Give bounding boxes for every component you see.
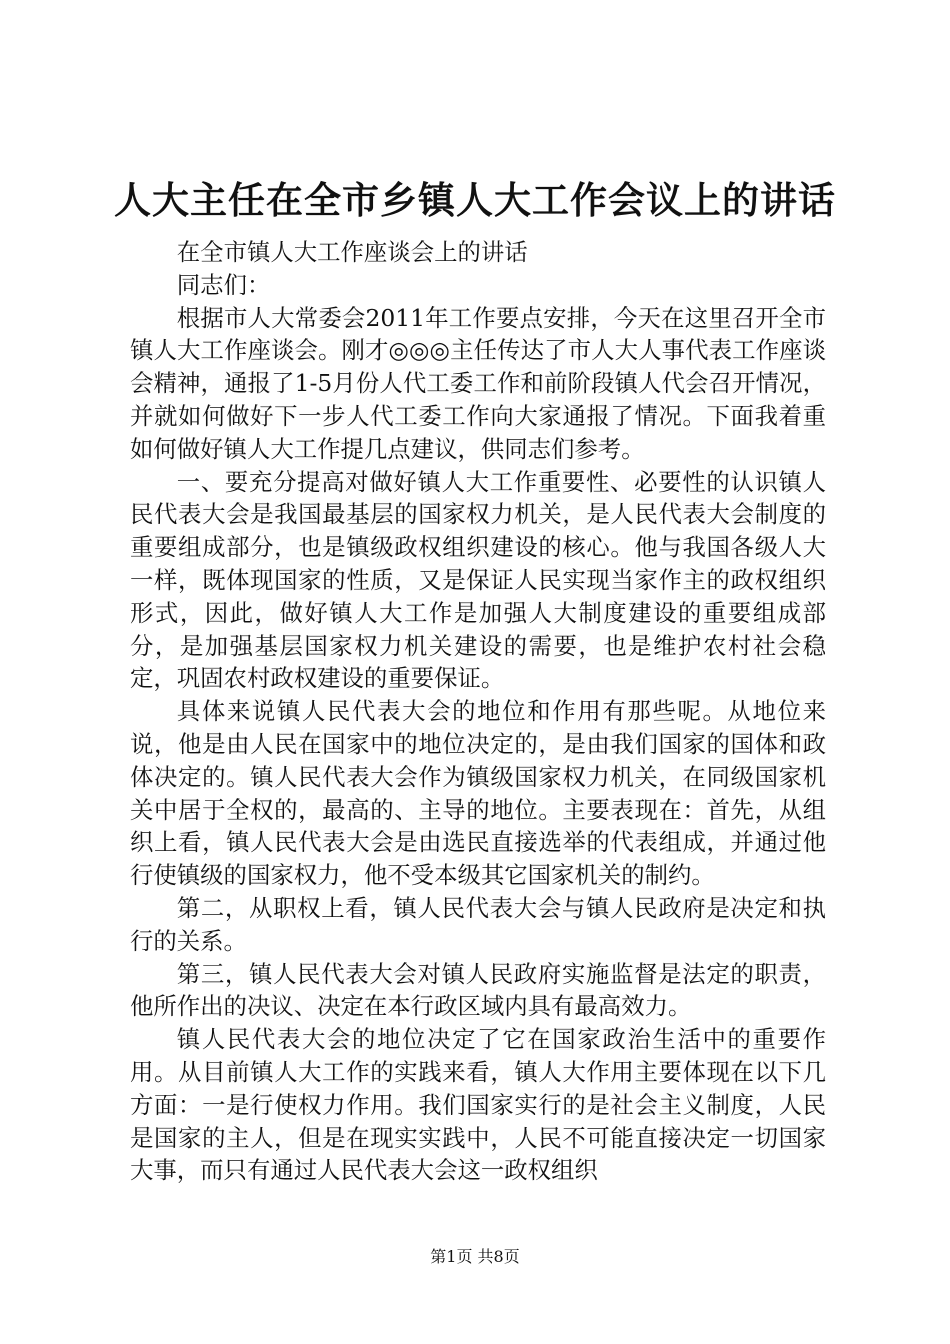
body-paragraph: 根据市人大常委会2011年工作要点安排，今天在这里召开全市镇人大工作座谈会。刚才◎◎◎主任传达了市人大人事代表工作座谈会精神，通报了1-5月份人代工委工作和前阶段镇人代会召开情况，并就如何做好下一步人代工委工作向大家通报了情况。下面我着重如何做好镇人大工作提几点建议，供同志们参考。 [130, 303, 826, 463]
body-paragraph: 第二，从职权上看，镇人民代表大会与镇人民政府是决定和执行的关系。 [130, 893, 826, 955]
body-paragraph: 第三，镇人民代表大会对镇人民政府实施监督是法定的职责，他所作出的决议、决定在本行政区域内具有最高效力。 [130, 959, 826, 1021]
page-number-footer: 第1页 共8页 [430, 1247, 520, 1266]
body-paragraph: 镇人民代表大会的地位决定了它在国家政治生活中的重要作用。从目前镇人大工作的实践来看，镇人大作用主要体现在以下几方面：一是行使权力作用。我们国家实行的是社会主义制度，人民是国家的主人，但是在现实实践中，人民不可能直接决定一切国家大事，而只有通过人民代表大会这一政权组织 [130, 1025, 826, 1185]
body-paragraph: 具体来说镇人民代表大会的地位和作用有那些呢。从地位来说，他是由人民在国家中的地位决定的，是由我们国家的国体和政体决定的。镇人民代表大会作为镇级国家权力机关，在同级国家机关中居于全权的，最高的、主导的地位。主要表现在：首先，从组织上看，镇人民代表大会是由选民直接选举的代表组成，并通过他行使镇级的国家权力，他不受本级其它国家机关的制约。 [130, 697, 826, 890]
document-title: 人大主任在全市乡镇人大工作会议上的讲话 [114, 178, 836, 222]
document-body [130, 236, 826, 1187]
salutation-paragraph: 同志们： [176, 270, 271, 299]
body-paragraph: 一、要充分提高对做好镇人大工作重要性、必要性的认识镇人民代表大会是我国最基层的国家权力机关，是人民代表大会制度的重要组成部分，也是镇级政权组织建设的核心。他与我国各级人大一样，既体现国家的性质，又是保证人民实现当家作主的政权组织形式，因此，做好镇人大工作是加强人大制度建设的重要组成部分，是加强基层国家权力机关建设的需要，也是维护农村社会稳定，巩固农村政权建设的重要保证。 [130, 467, 826, 693]
subtitle-paragraph: 在全市镇人大工作座谈会上的讲话 [176, 238, 528, 266]
